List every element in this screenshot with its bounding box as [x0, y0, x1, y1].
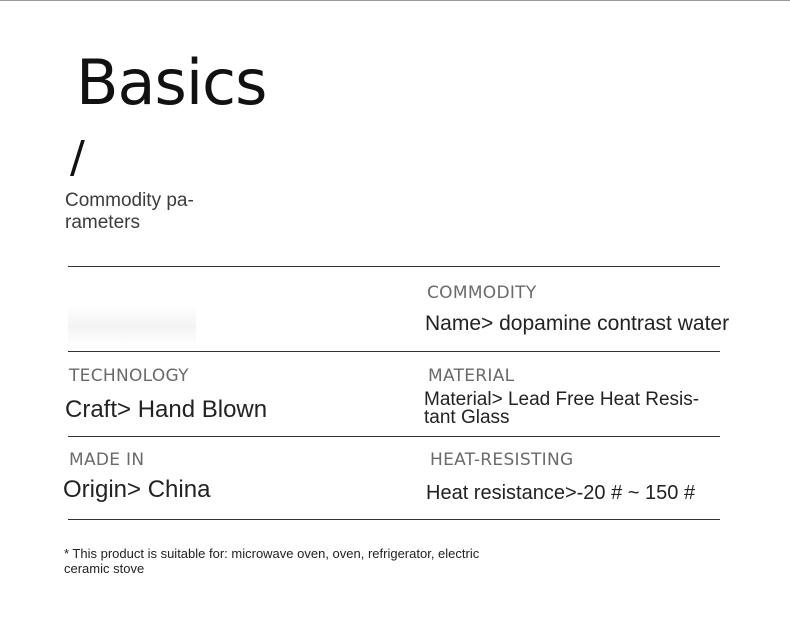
- heat-resisting-value: Heat resistance>-20 # ~ 150 #: [426, 482, 696, 504]
- technology-label: TECHNOLOGY: [69, 366, 189, 386]
- table-bottom-rule: [68, 519, 720, 520]
- commodity-label: COMMODITY: [427, 283, 537, 303]
- row-divider-1: [68, 351, 720, 352]
- heat-resisting-label: HEAT-RESISTING: [430, 450, 574, 470]
- material-label: MATERIAL: [428, 366, 515, 386]
- usage-note: * This product is suitable for: microwave oven, oven, refrigerator, electric ceramic stove: [64, 546, 480, 576]
- row-divider-2: [68, 436, 720, 437]
- faded-image-area: [68, 306, 196, 346]
- top-border-line: [0, 0, 790, 1]
- page-title: Basics: [76, 46, 267, 119]
- technology-value: Craft> Hand Blown: [65, 396, 268, 423]
- made-in-value: Origin> China: [63, 476, 211, 503]
- commodity-value: Name> dopamine contrast water: [425, 312, 730, 335]
- made-in-label: MADE IN: [69, 450, 145, 470]
- page-subtitle: Commodity pa- rameters: [65, 190, 194, 233]
- table-top-rule: [68, 266, 720, 267]
- material-value: Material> Lead Free Heat Resis- tant Glass: [424, 389, 700, 428]
- title-slash: /: [70, 132, 85, 183]
